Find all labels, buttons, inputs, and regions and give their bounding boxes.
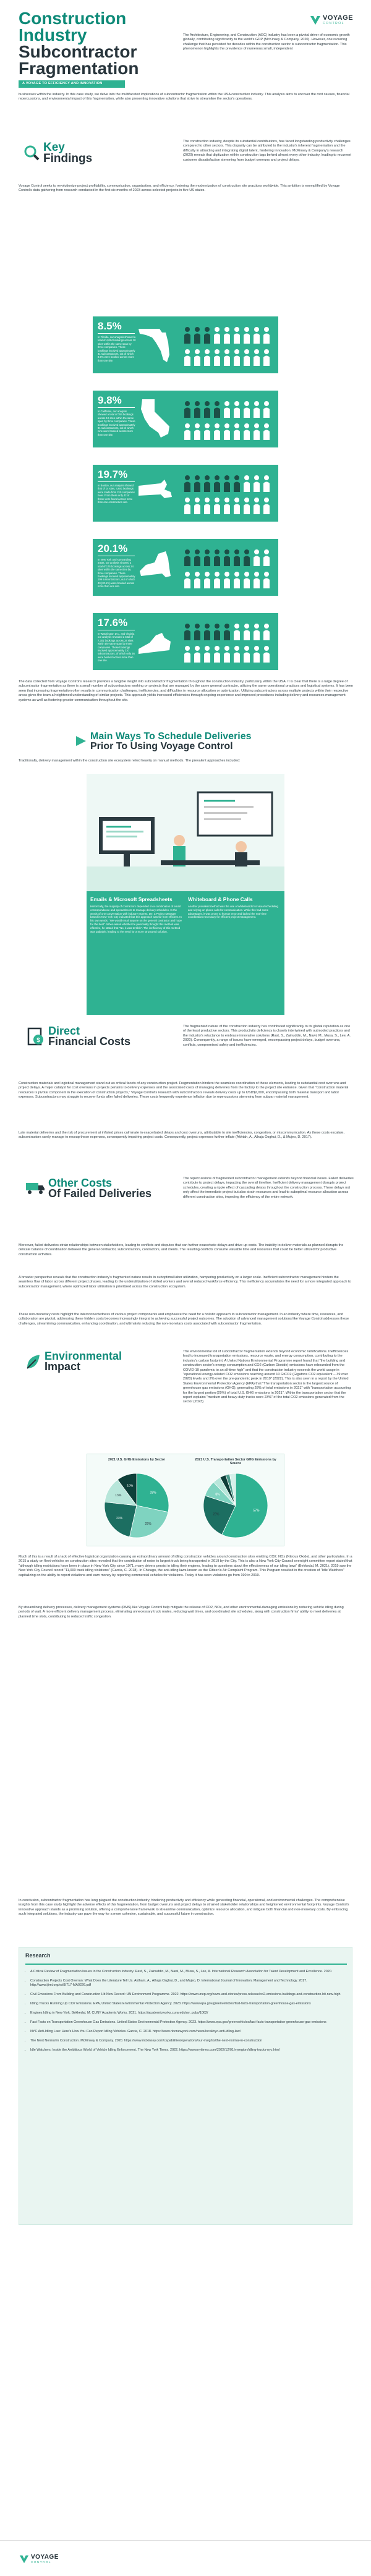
intro-full-text: businesses within the industry. In this case study, we delve into the multifaceted implications of subcontractor fragmentation within the USA construction industry. This analysis aims to uncover the root causes, financial repercussions, and environmental impact of this fragmentation, while also presenting innovative solutions that strive to streamline the sector's operations. — [19, 93, 349, 101]
direct-costs-heading — [48, 1026, 130, 1047]
person-icon — [204, 624, 210, 640]
card-title: Emails & Microsoft Spreadsheets — [90, 896, 173, 902]
person-icon — [254, 624, 260, 640]
slice-label: 13% — [115, 1493, 122, 1498]
person-icon — [234, 498, 240, 514]
environmental-paragraph: By streamlining delivery processes, delivery management systems (DMS) like Voyage Control help mitigate the release of CO2, NOx, and other environmental-damaging emissions by reducing vehicle idling during periods of wait. A more efficient delivery management process, eliminating unnecessary truck routes, reducing wait times, and coordinated site schedules, along with construction firms' ability to meet deliveries at planned time slots, contributing to reduced traffic congestion. — [19, 1606, 344, 1619]
person-icon — [263, 401, 270, 418]
stat-text: In Washington D.C. and Virginia our analysis revealed a total of 7,301 bookings across 24 sites within the same span by three companies. These bookings involved approximately 210 subcontractors, of which only 36 were booked across more than one site. — [98, 632, 135, 663]
office-illustration-icon — [87, 774, 284, 891]
person-icon — [214, 549, 220, 566]
research-item: • Construction Projects Cost Overrun: What Does the Literature Tell Us. Aktham, A., Alhaja Osghui, D., and Mujeo, D. International Journal of Innovation, Management and Technology. 2017. http://www.ijimt.org/vol8/717-MA0226.pdf — [30, 1979, 346, 1988]
person-icon — [194, 572, 200, 588]
people-icon-group — [179, 323, 272, 368]
title-line: Industry — [19, 25, 87, 44]
person-icon — [244, 475, 250, 492]
person-icon — [224, 549, 230, 566]
deliveries-intro: Traditionally, delivery management within the construction site ecosystem relied heavily on manual methods. The prevalent approaches included: — [19, 759, 241, 763]
person-icon — [214, 327, 220, 344]
person-icon — [234, 549, 240, 566]
person-icon — [263, 498, 270, 514]
person-icon — [234, 327, 240, 344]
document-dollar-icon — [27, 1027, 45, 1046]
direct-costs-paragraph: Late material deliveries and the risk of procurement at inflated prices culminate in exacerbated delays and cost overruns, attributable to site inefficiencies, congestion, or miscommunication. As these costs escalate, subcontractors rarely manage to recoup these expenses, consequently impairing project costs. Consequently, project expenses further inflate (Akhtah, A., Alhaja Osghui, D., & Mujeo, D. 2017). — [19, 1131, 344, 1140]
person-icon — [263, 475, 270, 492]
person-icon — [263, 624, 270, 640]
person-icon — [254, 423, 260, 440]
other-costs-paragraph: Moreover, failed deliveries strain relationships between stakeholders, leading to conflicts and disputes that can further exacerbate delays and drive up costs. The inability to deliver materials as planned disrupts the delicate balance of coordination between the general contractor, subcontractors, contractors, and clients. The resulting conflicts consume valuable time and resources that could be better utilized for productive construction activities. — [19, 1244, 344, 1256]
slice-label: 23% — [116, 1516, 123, 1520]
person-icon — [184, 349, 190, 366]
sector-pie-chart — [93, 1465, 180, 1546]
person-icon — [224, 624, 230, 640]
person-icon — [184, 423, 190, 440]
other-costs-text: The repercussions of fragmented subcontractor management extends beyond financial losses. Failed deliveries contribute to project delays, impacting the overall timeline. Inefficient delivery management disrupts project schedules, creating a ripple effect of cascading delays throughout the construction process. These delays not only affect the immediate project but also strain resources and lead to suboptimal resource allocation across different construction sites, impeding the efficiency of the entire network. — [183, 1177, 354, 1199]
person-icon — [254, 475, 260, 492]
california-map-icon — [137, 398, 173, 439]
research-item: • A Critical Review of Fragmentation Issues in the Construction Industry. Rast, S., Zainuddin, M., Nawi, M., Musa, S., Lee, A. International Research Association for Talent Development and Excellence. 2020. — [30, 1970, 346, 1974]
transport-pie-chart — [192, 1465, 279, 1546]
svg-text:$: $ — [36, 1037, 40, 1044]
person-icon — [224, 475, 230, 492]
deliveries-illustration — [87, 774, 284, 891]
person-icon — [204, 475, 210, 492]
stat-text: In Boston, our analysis showed that of 14 sites, 4,681 bookings were made from 215 companies here. From these only 42 of these were found across more than one construction site. — [98, 484, 135, 504]
stat-card-florida — [93, 316, 278, 373]
people-icon-group — [179, 397, 272, 443]
research-panel — [19, 1947, 352, 2225]
tagline-banner — [19, 80, 125, 88]
person-icon — [194, 475, 200, 492]
florida-map-icon — [137, 324, 173, 365]
person-icon — [234, 349, 240, 366]
person-icon — [244, 498, 250, 514]
stat-value: 17.6% — [98, 617, 128, 629]
person-icon — [244, 401, 250, 418]
research-item: • Civil Emissions From Building and Construction Hit New Record: UN Environment Programme. 2022. https://www.unep.org/news-and-stories/press-release/co2-emissions-buildings-and-construction-hit-new-high — [30, 1993, 346, 1997]
footer-logo — [19, 2552, 68, 2568]
people-icon-group — [179, 619, 272, 665]
virginia-map-icon — [137, 621, 173, 661]
heading-line: Key — [43, 141, 65, 154]
new-york-map-icon — [137, 546, 173, 587]
conclusion-paragraph: In conclusion, subcontractor fragmentation has long plagued the construction industry, hindering productivity and efficiency while generating financial, operational, and environmental challenges. The comprehensive insights from this case study highlight the adverse effects of this fragmentation, from budget overruns and project delays to strained stakeholder relationships and heightened environmental footprints. Voyage Control's innovative approach stands as a promising solution, offering a comprehensive framework to streamline communication, optimize resource allocation, and mitigate both financial and non-monetary costs. By embracing such integrated solutions, the industry can pave the way for a more cohesive, sustainable, and successful future in construction. — [19, 1899, 349, 1917]
key-findings-text: The construction industry, despite its substantial contributions, has faced longstanding productivity challenges compared to other sectors. This disparity can be attributed to the industry's inherent fragmentation and the difficulty in attracting and integrating digital talent, hindering innovation. McKinsey & Company's research (2020) reveals that digitization within construction lags behind almost every other industry, leading to recurrent customer dissatisfaction stemming from budget overruns and project delays. — [183, 140, 351, 162]
person-icon — [194, 646, 200, 663]
person-icon — [204, 549, 210, 566]
person-icon — [184, 549, 190, 566]
summary-paragraph: The data collected from Voyage Control's research provides a tangible insight into subcontractor fragmentation throughout the construction industry, particularly within the USA. It is clear that there is a large degree of subcontractor fragmentation as there is a small number of subcontractors working on projects that are managed by the same general contractor, utilizing the same operational practices and logistical systems. It has been seen that increasing fragmentation often results in communication challenges, inefficiencies, and difficulties in resource allocation or optimization. Utilizing subcontractors across multiple projects within their respective areas gives the team a heightened understanding of similar projects. This approach yields increased efficiencies through ongoing experience and improved procedures including delivery and resources management systems as well as fostering greater communication throughout the site. — [19, 680, 354, 702]
slice-label: 57% — [253, 1509, 260, 1513]
person-icon — [254, 572, 260, 588]
person-icon — [194, 423, 200, 440]
person-icon — [194, 549, 200, 566]
person-icon — [244, 349, 250, 366]
person-icon — [184, 624, 190, 640]
card-title: Whiteboard & Phone Calls — [188, 896, 253, 902]
person-icon — [224, 423, 230, 440]
person-icon — [263, 327, 270, 344]
person-icon — [214, 646, 220, 663]
person-icon — [254, 327, 260, 344]
person-icon — [214, 349, 220, 366]
other-costs-paragraph: These non-monetary costs highlight the interconnectedness of various project components and emphasize the need for a holistic approach to subcontractor management. In an industry where time, resources, and collaboration are pivotal, addressing these hidden costs becomes increasingly integral to achieving successful project outcomes. The adoption of advanced management solutions like Voyage Control addresses these challenges, streamlining communication, enhancing coordination, and ultimately reducing the non-monetary costs associated with subcontractor fragmentation. — [19, 1313, 349, 1326]
person-icon — [244, 423, 250, 440]
slice-label: 23% — [213, 1512, 220, 1517]
logo-text: VOYAGE — [323, 14, 354, 22]
person-icon — [234, 624, 240, 640]
card-emails — [90, 896, 182, 933]
logo — [309, 12, 359, 28]
card-text: Another prevalent method was the use of whiteboards for visual scheduling and relying on phone calls for communication. While this had some advantages, it was prone to human error and lacked the real-time coordination necessary for efficient project management. — [188, 905, 278, 919]
person-icon — [224, 349, 230, 366]
person-icon — [234, 423, 240, 440]
person-icon — [194, 349, 200, 366]
chart-title-right: 2021 U.S. Transportation Sector GHG Emissions by Source — [195, 1458, 276, 1465]
logo-text: VOYAGE — [31, 2554, 59, 2561]
stat-card-washington — [93, 613, 278, 670]
environmental-paragraph: Much of this is a result of a lack of effective logistical organization causing an extraordinary amount of idling construction vehicles around construction sites emitting CO2. NOx (Nitrous Oxide), and other particulates. In a 2015 a study on fleet vehicles on construction sites revealed that the contribution of noise to largest truck being transported in 2019 by the City. This is also a New York City Council oversight committee report stated that "although idling restrictions have been in place in New York City since 1971, many drivers persist in idling their engines, leading to questions about the effectiveness of our idling laws" (Bekkedal, M. 2021). 2019 saw the New York City Council record "11,000 truck idling violations" (Garcia, C. 2018). In Chicago, the anti-idling laws-known as the Citizen's Air Complaint Program. This Program resulted in the creation of "Idle Watchers" capitalizing on the ability to report violations and earn money by reporting commercial vehicles for violations. Today it has seen violations go from 190 in 2019. — [19, 1555, 352, 1577]
person-icon — [224, 572, 230, 588]
other-costs-heading — [48, 1178, 151, 1199]
massachusetts-map-icon — [137, 472, 173, 513]
person-icon — [204, 498, 210, 514]
slice-label: 10% — [127, 1484, 134, 1488]
person-icon — [224, 327, 230, 344]
person-icon — [244, 572, 250, 588]
slice-label: 25% — [145, 1522, 151, 1526]
research-item: • NYC Anti-Idling Law: Here's How You Can Report Idling Vehicles. Garcia, C. 2018. https://www.nbcnewyork.com/news/local/nyc-anti-idling-law/ — [30, 2030, 346, 2034]
person-icon — [234, 646, 240, 663]
person-icon — [254, 401, 260, 418]
person-icon — [194, 327, 200, 344]
heading-line: Main Ways To Schedule Deliveries — [90, 731, 252, 742]
tagline: A VOYAGE TO EFFICIENCY AND INNOVATION — [22, 82, 103, 85]
person-icon — [263, 423, 270, 440]
heading-line: Findings — [43, 152, 93, 165]
chart-title-left: 2021 U.S. GHG Emissions by Sector — [108, 1458, 166, 1462]
slice-label: 8% — [215, 1493, 220, 1497]
magnifier-icon — [23, 145, 40, 161]
person-icon — [254, 646, 260, 663]
person-icon — [194, 498, 200, 514]
person-icon — [263, 572, 270, 588]
footer — [0, 2540, 371, 2576]
card-whiteboard — [188, 896, 281, 919]
stat-value: 19.7% — [98, 468, 128, 480]
stat-text: In New York and surrounding areas, our analysis showed a total of 176 bookings across 24 sites within the same time by three companies. These bookings involved approximately 199 subcontractors, out of which 40 (20.1%) were booked across more than one site. — [98, 558, 135, 588]
key-findings-heading — [43, 142, 92, 164]
person-icon — [244, 327, 250, 344]
stat-value: 20.1% — [98, 543, 128, 554]
person-icon — [184, 327, 190, 344]
person-icon — [214, 475, 220, 492]
direct-costs-text: The fragmented nature of the construction industry has contributed significantly to its global reputation as one of the least productive sectors. This productivity deficiency is closely intertwined with outmoded practices and the industry's reluctance to embrace innovative solutions (Rast, S., Zainuddin, M., Nawi, M., Musa, S., Lee, A. 2020). Consequently, a range of issues have emerged, encompassing project delays, budget overruns, conflicts, compromised safety and inefficiencies. — [183, 1025, 351, 1047]
heading-line: Impact — [45, 1360, 81, 1373]
people-icon-group — [179, 471, 272, 517]
person-icon — [184, 572, 190, 588]
stat-card-california — [93, 391, 278, 447]
logo-mark-icon — [19, 2553, 30, 2564]
title-line: Construction — [19, 9, 127, 28]
person-icon — [214, 572, 220, 588]
person-icon — [254, 549, 260, 566]
person-icon — [194, 401, 200, 418]
logo-mark-icon — [309, 14, 322, 26]
person-icon — [234, 475, 240, 492]
heading-line: Of Failed Deliveries — [48, 1187, 152, 1200]
person-icon — [204, 349, 210, 366]
logo-subtext: CONTROL — [31, 2561, 51, 2564]
person-icon — [234, 572, 240, 588]
person-icon — [184, 646, 190, 663]
heading-line: Financial Costs — [48, 1035, 131, 1048]
research-item: • Fast Facts on Transportation Greenhouse Gas Emissions. United States Environmental Protection Agency. 2023. https://www.epa.gov/greenvehicles/fast-facts-transportation-greenhouse-gas-emissions — [30, 2020, 346, 2025]
person-icon — [204, 327, 210, 344]
person-icon — [244, 646, 250, 663]
person-icon — [263, 549, 270, 566]
person-icon — [254, 498, 260, 514]
other-costs-paragraph: A broader perspective reveals that the construction industry's fragmented nature results in suboptimal labor utilization, hampering productivity on a larger scale. Inefficient subcontractor management hinders the seamless flow of labor across different project phases, leading to the underutilization of skilled workers and overall reduced workforce efficiency. This inefficiency accumulates the need for a more integrated approach to subcontractor management, where optimized labor utilization is prioritized across the construction ecosystem. — [19, 1276, 351, 1289]
person-icon — [214, 423, 220, 440]
research-heading: Research — [25, 1952, 51, 1959]
person-icon — [184, 498, 190, 514]
heading-line: Environmental — [45, 1350, 122, 1362]
card-text: Historically, the majority of contractors depended on a combination of email correspondence and spreadsheets to manage delivery schedules. In the words of one conversation with industry experts, De, a Project Manager based in New York City indicated that this approach was far from efficient. In his own words: "We would email anyone on the general contractor and hope for the best". When asked whether he personally thought this method was effective, he stated that "No, it was terrible". The inefficiency of this method was palpable, leading to the need for a more structured solution. — [90, 905, 182, 933]
slice-label: 28% — [150, 1491, 156, 1495]
person-icon — [204, 401, 210, 418]
voyage-text: Voyage Control seeks to revolutionize project profitability, communication, organization, and efficiency, fostering the modernization of construction site practices worldwide. This ambition is exemplified by Voyage Control's data gathering from research conducted in the first six months of 2023 across selected projects in five US states. — [19, 184, 340, 193]
stat-value: 9.8% — [98, 394, 122, 406]
heading-line: Direct — [48, 1025, 80, 1037]
person-icon — [194, 624, 200, 640]
page-title — [19, 10, 173, 77]
leaf-icon — [25, 1354, 41, 1371]
heading-line: Prior To Using Voyage Control — [90, 741, 233, 752]
person-icon — [224, 498, 230, 514]
stat-value: 8.5% — [98, 320, 122, 332]
person-icon — [254, 349, 260, 366]
research-list — [30, 1970, 346, 2057]
person-icon — [184, 475, 190, 492]
research-item: • The Next Normal in Construction. McKinsey & Company. 2020. https://www.mckinsey.com/capabilities/operations/our-insights/the-next-normal-in-construction — [30, 2039, 346, 2043]
title-line: Subcontractor — [19, 42, 137, 61]
header — [0, 0, 371, 130]
research-item: • Idling Trucks Running Up CO2 Emissions. EPA, United States Environmental Protection Agency. 2023. https://www.epa.gov/greenvehicles/fast-facts-transportation-greenhouse-gas-emissions — [30, 2002, 346, 2006]
environmental-text: The environmental toll of subcontractor fragmentation extends beyond economic ramifications. Inefficiencies lead to increased transportation emissions, resource waste, and energy consumption, contributing to the industry's carbon footprint. A United Nations Environmental Programme report found that "the building and construction sector's energy consumption and CO2 (Carbon Dioxide) emissions have rebounded from the COVID-19 pandemic to an all-time high" and that the construction industry exceeds the world usage in "operational energy-related CO2 emissions reaching around 10 GtCO2 (Gigatons CO2 equivalent -- 39 over 2020) levels and 2% over the pre-pandemic peak in 2019" (2022). This is also seen in a report by the United States Environmental Protection Agency (EPA) that "The transportation sector is the largest source of greenhouse gas emissions (GHG), generating 28% of total emissions in 2021" with "transportation accounting for the largest portion (29%) of total U.S. GHG emissions in 2021". Within the transportation sector that the report explains "medium and heavy-duty trucks were 23%" of the total CO2 emissions generated from the sector (2023). — [183, 1350, 351, 1404]
person-icon — [204, 423, 210, 440]
logo-subtext: CONTROL — [323, 22, 344, 25]
environmental-section — [0, 1347, 371, 1780]
person-icon — [263, 646, 270, 663]
person-icon — [244, 549, 250, 566]
title-line: Fragmentation — [19, 59, 139, 78]
heading-line: Other Costs — [48, 1177, 113, 1189]
deliveries-section — [0, 729, 371, 1063]
people-icon-group — [179, 545, 272, 591]
play-arrow-icon — [74, 734, 88, 748]
deliveries-heading — [90, 732, 252, 752]
direct-costs-paragraph: Construction materials and logistical management stand out as critical facets of any construction project. Fragmentation hinders the seamless coordination of these elements, leading to substantial cost overruns and project delays. A major catalyst for cost overruns in projects pertains to delivery expenses and the associated costs of managing deliveries from the factory to the project site entrance. Given that "construction material resources is pivotal component in the execution of construction projects," Voyage Control's research with subcontractors reveals delivery costs up to USD$2,000, encompassing both material transport and labor expenses. Subcontractors may struggle to recover funds after failed deliveries. These costs frequently experience inflation due to repercussions stemming from subpar material management. — [19, 1082, 349, 1099]
environmental-heading — [45, 1351, 122, 1372]
person-icon — [224, 646, 230, 663]
person-icon — [204, 572, 210, 588]
research-item: • Idle Watchers: Inside the Ambitious World of Vehicle Idling Enforcement. The New York Times. 2022. https://www.nytimes.com/2022/12/01/nyregion/idling-trucks-nyc.html — [30, 2048, 346, 2053]
person-icon — [214, 624, 220, 640]
stat-card-boston — [93, 465, 278, 522]
person-icon — [224, 401, 230, 418]
person-icon — [214, 401, 220, 418]
stat-card-new-york — [93, 539, 278, 596]
person-icon — [214, 498, 220, 514]
research-item: • Engines Idling in New York. Bekkedal, M. CUNY Academic Works. 2021. https://academicworks.cuny.edu/ny_pubs/1062/ — [30, 2011, 346, 2015]
person-icon — [184, 401, 190, 418]
truck-icon — [25, 1180, 46, 1195]
person-icon — [244, 624, 250, 640]
stat-text: In California, our analysis showed a total of 784 bookings across 10 sites within the same span by three companies. These bookings involved approximately 91 subcontractors, out of which nine were booked across more than one site. — [98, 410, 135, 436]
person-icon — [234, 401, 240, 418]
person-icon — [263, 349, 270, 366]
emissions-charts-panel — [87, 1454, 284, 1546]
person-icon — [204, 646, 210, 663]
stat-text: In Florida, our analysis showed a total of 4,694 bookings across 10 sites within the same span by three companies. These bookings involved approximately 41 subcontractors, out of which 8.5% were booked across more than one site. — [98, 336, 136, 362]
intro-right-text: The Architecture, Engineering, and Construction (AEC) industry has been a pivotal driver of economic growth globally, contributing significantly to the world's GDP (McKinsey & Company, 2020). However, one recurring challenge that has persisted for decades within the construction sector is subcontractor fragmentation. This phenomenon highlights the prevalence of numerous small, independent — [183, 33, 350, 51]
